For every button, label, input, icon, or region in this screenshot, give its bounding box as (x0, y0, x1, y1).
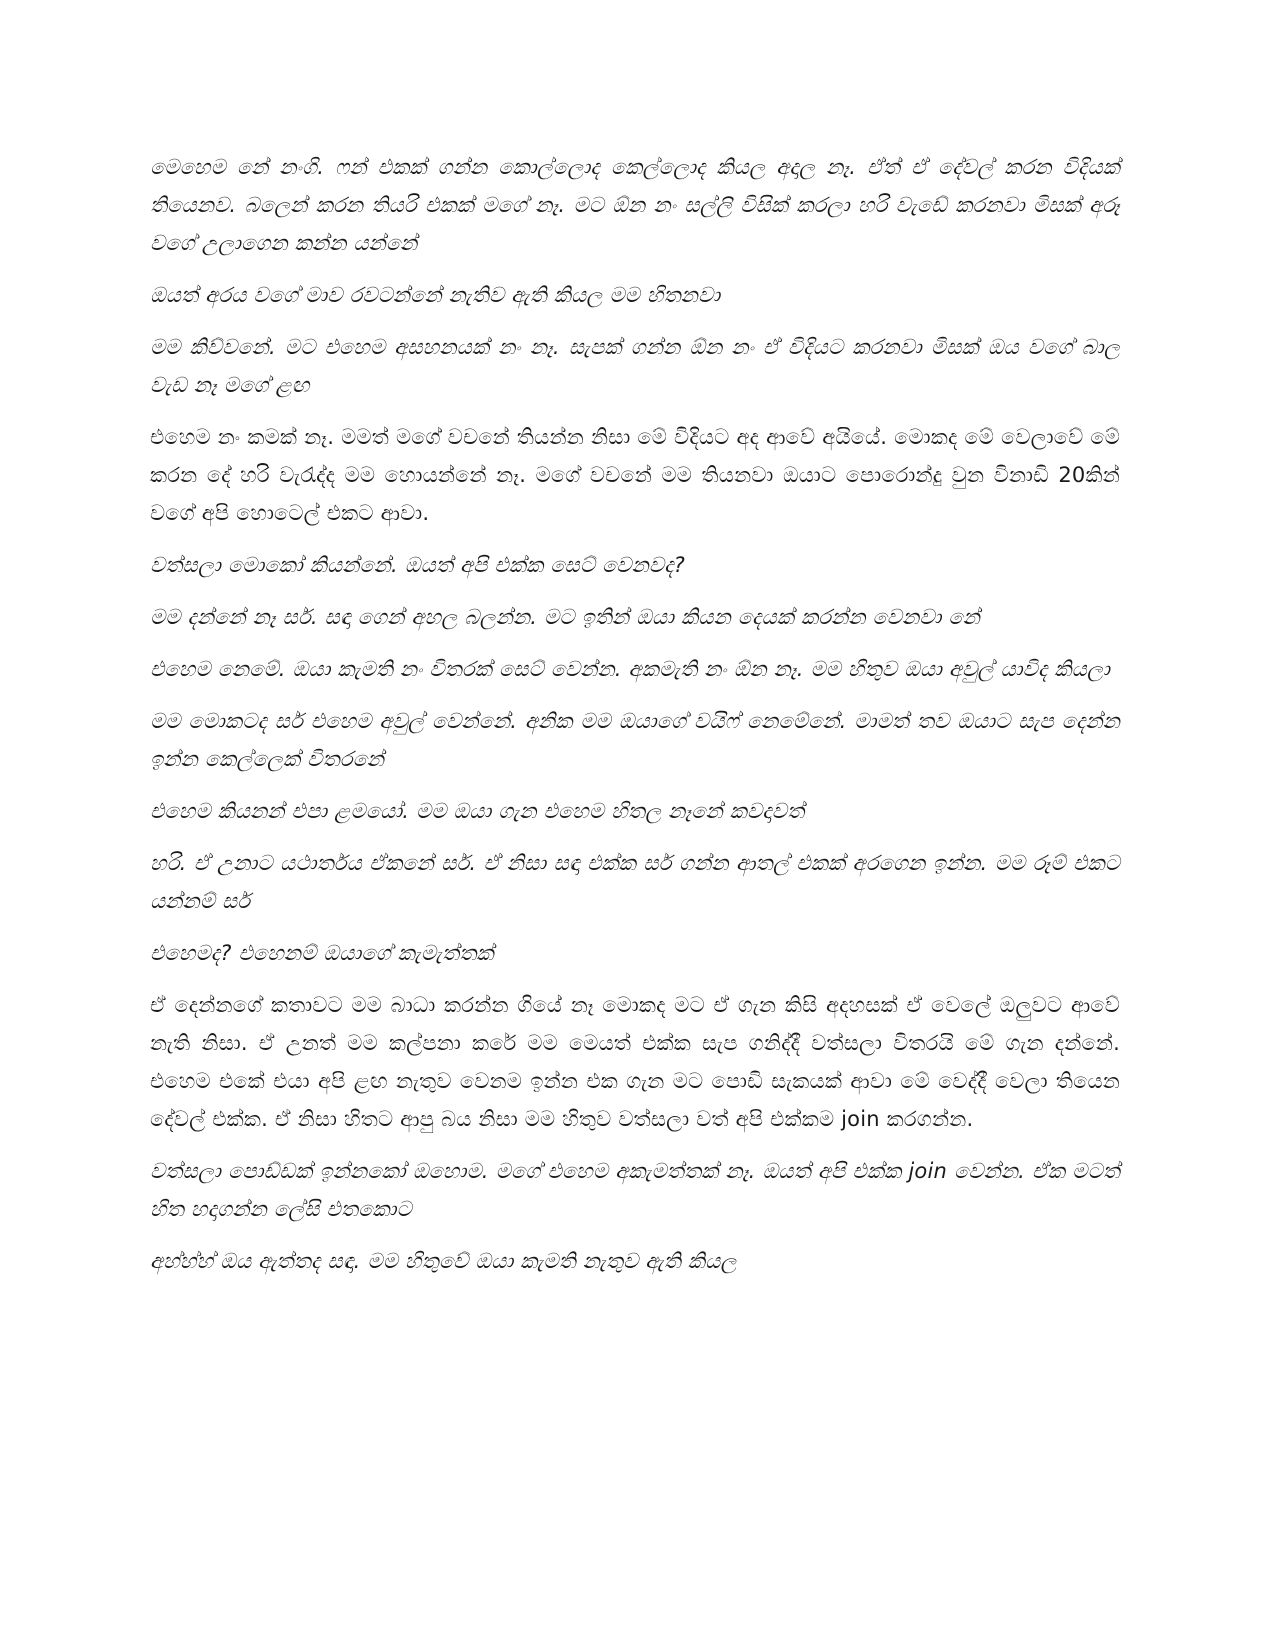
paragraph: අහ්හ්හ් ඔය ඇත්තද සඳා. මම හිතුවේ ඔයා කැමති නැතුව ඇති කියල (150, 1249, 737, 1273)
paragraph: වත්සලා පොඩ්ඩක් ඉන්නකෝ ඔහොම. මගේ එහෙම අකැමත්තක් නෑ. ඔයත් අපි එක්ක join වෙන්න. ඒක මටත් හිත හදාගන්න ලේසි එතකොට (150, 1159, 1120, 1221)
paragraph: එහෙමද? එහෙනම් ඔයාගේ කැමැත්තක් (150, 941, 494, 965)
paragraph: මෙහෙම නේ නංගි. ෆන් එකක් ගන්න කොල්ලොද කෙල්ලොද කියල අදාල නෑ. ඒත් ඒ දේවල් කරන විදියක් තියෙනව. බලෙන් කරන තියරි එකක් මගේ නෑ. මට ඕන නං සල්ලි විසික් කරලා හරි වැඩේ කරනවා මිසක් අරූ වගේ උලාගෙන කන්න යන්නේ (150, 155, 1120, 255)
paragraph: එහෙම නෙමේ. ඔයා කැමති නං විතරක් සෙට් වෙන්න. අකමැති නං ඕන නෑ. මම හිතුව ඔයා අවුල් යාවිද කියලා (150, 657, 1111, 681)
paragraph: මම මොකටද සර් එහෙම අවුල් වෙන්නේ. අනික මම ඔයාගේ වයිෆ් නෙමේනේ. මාමත් තව ඔයාට සැප දෙන්න ඉන්න කෙල්ලෙක් විතරනේ (150, 709, 1120, 771)
paragraph: ඔයත් අරය වගේ මාව රවටන්නේ නැතිව ඇති කියල මම හිතනවා (150, 283, 721, 307)
paragraph: මම කිව්වනේ. මට එහෙම අසහනයක් නං නෑ. සැපක් ගන්න ඕන නං ඒ විදියට කරනවා මිසක් ඔය වගේ බාල වැඩ නෑ මගේ ළඟ (150, 335, 1120, 397)
paragraph: මම දන්නේ නෑ සර්. සඳා ගෙන් අහල බලන්න. මට ඉතින් ඔයා කියන දෙයක් කරන්න වෙනවා නේ (150, 605, 980, 629)
paragraph: එහෙම කියනන් එපා ළමයෝ. මම ඔයා ගැන එහෙම හිතල නෑනේ කවදාවත් (150, 799, 805, 823)
document-page (150, 148, 1120, 1294)
paragraph: හරි. ඒ උනාට යථාර්තය ඒකනේ සර්. ඒ නිසා සඳා එක්ක සර් ගන්න ආතල් එකක් අරගෙන ඉන්න. මම රූම් එකට යන්නම් සර් (150, 851, 1120, 913)
paragraph: එහෙම නං කමක් නෑ. මමත් මගේ වචනේ තියන්න නිසා මේ විදියට අද ආවේ අයියේ. මොකද මේ වෙලාවේ මේ කරන දේ හරි වැරැද්ද මම හොයන්නේ නෑ. මගේ වචනේ මම තියනවා ඔයාට පොරොන්දු වුන විනාඩි 20කින් වගේ අපි හොටෙල් එකට ආවා. (150, 425, 1120, 525)
paragraph: වත්සලා මොකෝ කියන්නේ. ඔයත් අපි එක්ක සෙට් වෙනවද? (150, 553, 686, 577)
paragraph: ඒ දෙන්නගේ කතාවට මම බාධා කරන්න ගියේ නෑ මොකද මට ඒ ගැන කිසි අදහසක් ඒ වෙලේ ඔලුවට ආවේ නැති නිසා. ඒ උනත් මම කල්පනා කරේ මම මෙයත් එක්ක සැප ගනිද්දී වත්සලා විතරයි මේ ගැන දන්නේ. එහෙම එකේ එයා අපි ළඟ නැතුව වෙනම ඉන්න එක ගැන මට පොඩි සැකයක් ආවා මේ වෙද්දී වෙලා තියෙන දේවල් එක්ක. ඒ නිසා හිතට ආපු බය නිසා මම හිතුව වත්සලා වත් අපි එක්කම join කරගන්න. (150, 993, 1120, 1131)
